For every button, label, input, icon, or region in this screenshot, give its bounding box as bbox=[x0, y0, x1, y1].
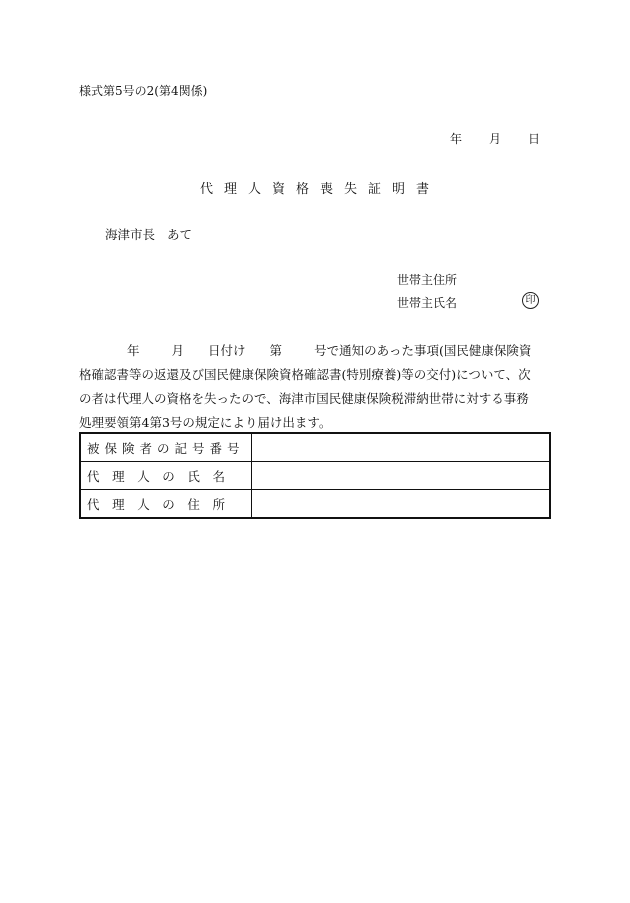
table-row bbox=[80, 490, 550, 519]
addressee-mayor: 海津市長 bbox=[105, 227, 156, 242]
body-month: 月 bbox=[171, 343, 185, 358]
row-value-agent-name[interactable] bbox=[251, 462, 550, 490]
body-year: 年 bbox=[127, 343, 140, 358]
body-dated: 日付け bbox=[208, 343, 246, 358]
body-line-4: 処理要領第4第3号の規定により届け出ます。 bbox=[79, 415, 332, 430]
row-label-agent-name: 代理人の氏名 bbox=[80, 462, 251, 490]
body-line-3: の者は代理人の資格を失ったので、海津市国民健康保険税滞納世帯に対する事務 bbox=[79, 391, 529, 406]
date-line bbox=[450, 130, 540, 147]
agent-info-table bbox=[79, 432, 551, 519]
document-title: 代理人資格喪失証明書 bbox=[199, 182, 440, 197]
row-value-agent-address[interactable] bbox=[251, 490, 550, 519]
row-label-insured-number: 被保険者の記号番号 bbox=[80, 433, 251, 462]
body-line-2: 格確認書等の返還及び国民健康保険資格確認書(特別療養)等の交付)について、次 bbox=[79, 367, 531, 382]
row-value-insured-number[interactable] bbox=[251, 433, 550, 462]
table-row bbox=[80, 462, 550, 490]
date-year: 年 bbox=[450, 132, 463, 146]
body-text bbox=[79, 339, 531, 435]
householder-address-label: 世帯主住所 bbox=[397, 273, 458, 287]
form-number: 様式第5号の2(第4関係) bbox=[79, 84, 208, 98]
date-month: 月 bbox=[489, 132, 502, 146]
body-dai: 第 bbox=[269, 343, 283, 358]
addressee-suffix: あて bbox=[167, 227, 193, 242]
row-label-agent-address: 代理人の住所 bbox=[80, 490, 251, 519]
body-line-1 bbox=[79, 339, 531, 363]
householder-name-label: 世帯主氏名 bbox=[397, 296, 458, 310]
seal-mark: 印 bbox=[522, 292, 539, 309]
addressee bbox=[105, 225, 192, 243]
body-line1-rest: 号で通知のあった事項(国民健康保険資 bbox=[314, 343, 532, 358]
table-row bbox=[80, 433, 550, 462]
date-day: 日 bbox=[528, 132, 541, 146]
